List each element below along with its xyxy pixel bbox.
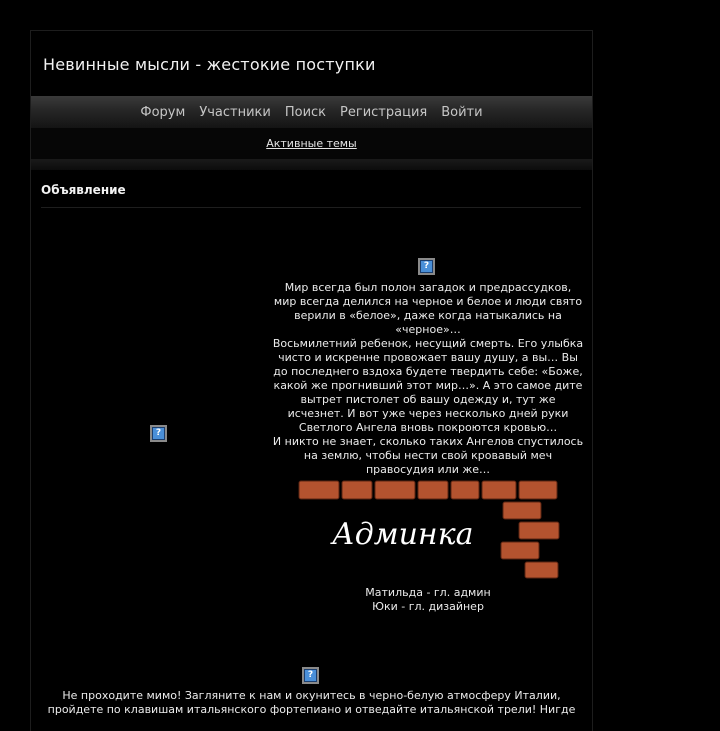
nav-login[interactable]: Войти: [441, 104, 483, 120]
site-title[interactable]: Невинные мысли - жестокие поступки: [43, 55, 376, 74]
divider-strip: [31, 159, 592, 170]
broken-image-icon: ?: [418, 258, 435, 275]
story-paragraph: Мир всегда был полон загадок и предрассудков, мир всегда делился на черное и белое и люди свято верили в «белое», даже когда натыкались на «черное»…: [273, 281, 583, 336]
admin-banner-image: [297, 479, 560, 580]
banner-text: Админка: [332, 517, 474, 552]
forum-page: [30, 30, 593, 731]
staff-item: Юки - гл. дизайнер: [372, 600, 484, 613]
sub-navbar: [31, 128, 592, 159]
nav-forum[interactable]: Форум: [140, 104, 186, 120]
announcement-divider: [41, 207, 581, 208]
nav-members[interactable]: Участники: [199, 104, 271, 120]
story-paragraph: Восьмилетний ребенок, несущий смерть. Его улыбка чисто и искренне провожает вашу душу, а вы… Вы до последнего вздоха будете твердить себе: «Боже, какой же прогнивший этот мир…». А это самое дите вытрет пистолет об вашу одежду и, тут же исчезнет. И вот уже через несколько дней руки Светлого Ангела вновь покроются кровью…: [272, 337, 584, 434]
story-paragraph: И никто не знает, сколько таких Ангелов спустилось на землю, чтобы нести свой кровавый меч правосудия или же…: [272, 435, 584, 476]
nav-register[interactable]: Регистрация: [340, 104, 428, 120]
broken-image-icon: ?: [302, 667, 319, 684]
nav-search[interactable]: Поиск: [284, 104, 327, 120]
invite-text: Не проходите мимо! Загляните к нам и окунитесь в черно-белую атмосферу Италии, пройдете по клавишам итальянского фортепиано и отведайте итальянской трели! Нигде: [47, 689, 576, 716]
main-navbar: [31, 96, 592, 128]
staff-item: Матильда - гл. админ: [365, 586, 491, 599]
announcement-title: Объявление: [41, 183, 126, 197]
header: [31, 31, 592, 96]
broken-image-icon: ?: [150, 425, 167, 442]
announcement-story: [272, 281, 584, 477]
staff-list: [272, 586, 584, 614]
active-topics-link[interactable]: Активные темы: [266, 137, 357, 150]
